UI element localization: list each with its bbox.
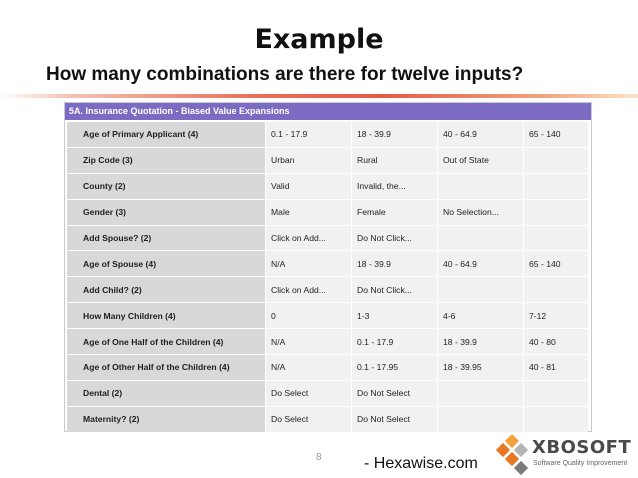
value-cell	[438, 226, 524, 251]
value-cell: Click on Add...	[266, 277, 352, 302]
value-cell	[524, 407, 588, 432]
value-cell: Valid	[266, 174, 352, 199]
question-text: How many combinations are there for twelve inputs?	[46, 64, 524, 85]
value-cell: Urban	[266, 148, 352, 173]
value-cell	[438, 174, 524, 199]
row-label: Age of Other Half of the Children (4)	[67, 355, 266, 380]
value-cell: 18 - 39.9	[352, 122, 438, 147]
table-header: 5A. Insurance Quotation - Biased Value Expansions	[65, 103, 591, 120]
value-cell: Click on Add...	[266, 226, 352, 251]
value-cell	[524, 277, 588, 302]
value-cell: 18 - 39.95	[438, 355, 524, 380]
combinations-table	[64, 102, 592, 432]
value-cell: Male	[266, 200, 352, 225]
value-cell: 40 - 64.9	[438, 251, 524, 276]
table-row	[67, 174, 589, 200]
table-row	[67, 355, 589, 381]
value-cell: 40 - 80	[524, 329, 588, 354]
value-cell: 40 - 81	[524, 355, 588, 380]
table-row	[67, 200, 589, 226]
value-cell	[438, 277, 524, 302]
value-cell: 0	[266, 303, 352, 328]
value-cell	[524, 200, 588, 225]
logo-tagline: Software Quality Improvement	[533, 460, 628, 467]
value-cell	[524, 148, 588, 173]
slide-title: Example	[254, 24, 384, 55]
table-row	[67, 226, 589, 252]
value-cell: 65 - 140	[524, 251, 588, 276]
table-row	[67, 277, 589, 303]
value-cell: 0.1 - 17.95	[352, 355, 438, 380]
table-row	[67, 407, 589, 433]
row-label: Maternity? (2)	[67, 407, 266, 432]
value-cell	[438, 407, 524, 432]
value-cell: 0.1 - 17.9	[352, 329, 438, 354]
value-cell: Do Not Select	[352, 407, 438, 432]
value-cell: 65 - 140	[524, 122, 588, 147]
table-grid	[65, 120, 591, 433]
table-row	[67, 303, 589, 329]
accent-divider	[0, 94, 638, 98]
table-row	[67, 251, 589, 277]
value-cell: Do Select	[266, 407, 352, 432]
value-cell: 4-6	[438, 303, 524, 328]
row-label: Zip Code (3)	[67, 148, 266, 173]
value-cell: Invalid, the...	[352, 174, 438, 199]
value-cell	[524, 381, 588, 406]
row-label: Age of Primary Applicant (4)	[67, 122, 266, 147]
table-row	[67, 122, 589, 148]
row-label: Gender (3)	[67, 200, 266, 225]
row-label: Age of One Half of the Children (4)	[67, 329, 266, 354]
value-cell	[438, 381, 524, 406]
value-cell: N/A	[266, 329, 352, 354]
value-cell: 0.1 - 17.9	[266, 122, 352, 147]
row-label: Add Spouse? (2)	[67, 226, 266, 251]
value-cell: Do Not Click...	[352, 277, 438, 302]
value-cell: 7-12	[524, 303, 588, 328]
company-logo	[492, 432, 638, 478]
diamond-logo-icon	[492, 435, 532, 475]
table-row	[67, 148, 589, 174]
value-cell: 40 - 64.9	[438, 122, 524, 147]
row-label: Add Child? (2)	[67, 277, 266, 302]
value-cell: N/A	[266, 251, 352, 276]
table-row	[67, 329, 589, 355]
value-cell: 1-3	[352, 303, 438, 328]
value-cell: 18 - 39.9	[438, 329, 524, 354]
row-label: County (2)	[67, 174, 266, 199]
row-label: Age of Spouse (4)	[67, 251, 266, 276]
logo-wordmark: XBOSOFT	[532, 437, 632, 458]
row-label: Dental (2)	[67, 381, 266, 406]
value-cell: Do Not Click...	[352, 226, 438, 251]
page-number: 8	[316, 452, 322, 463]
value-cell	[524, 226, 588, 251]
value-cell: Do Select	[266, 381, 352, 406]
value-cell: No Selection...	[438, 200, 524, 225]
value-cell: 18 - 39.9	[352, 251, 438, 276]
value-cell: Rural	[352, 148, 438, 173]
value-cell: Female	[352, 200, 438, 225]
value-cell: Out of State	[438, 148, 524, 173]
value-cell: N/A	[266, 355, 352, 380]
value-cell	[524, 174, 588, 199]
value-cell: Do Not Select	[352, 381, 438, 406]
source-credit: - Hexawise.com	[364, 455, 478, 472]
table-row	[67, 381, 589, 407]
row-label: How Many Children (4)	[67, 303, 266, 328]
